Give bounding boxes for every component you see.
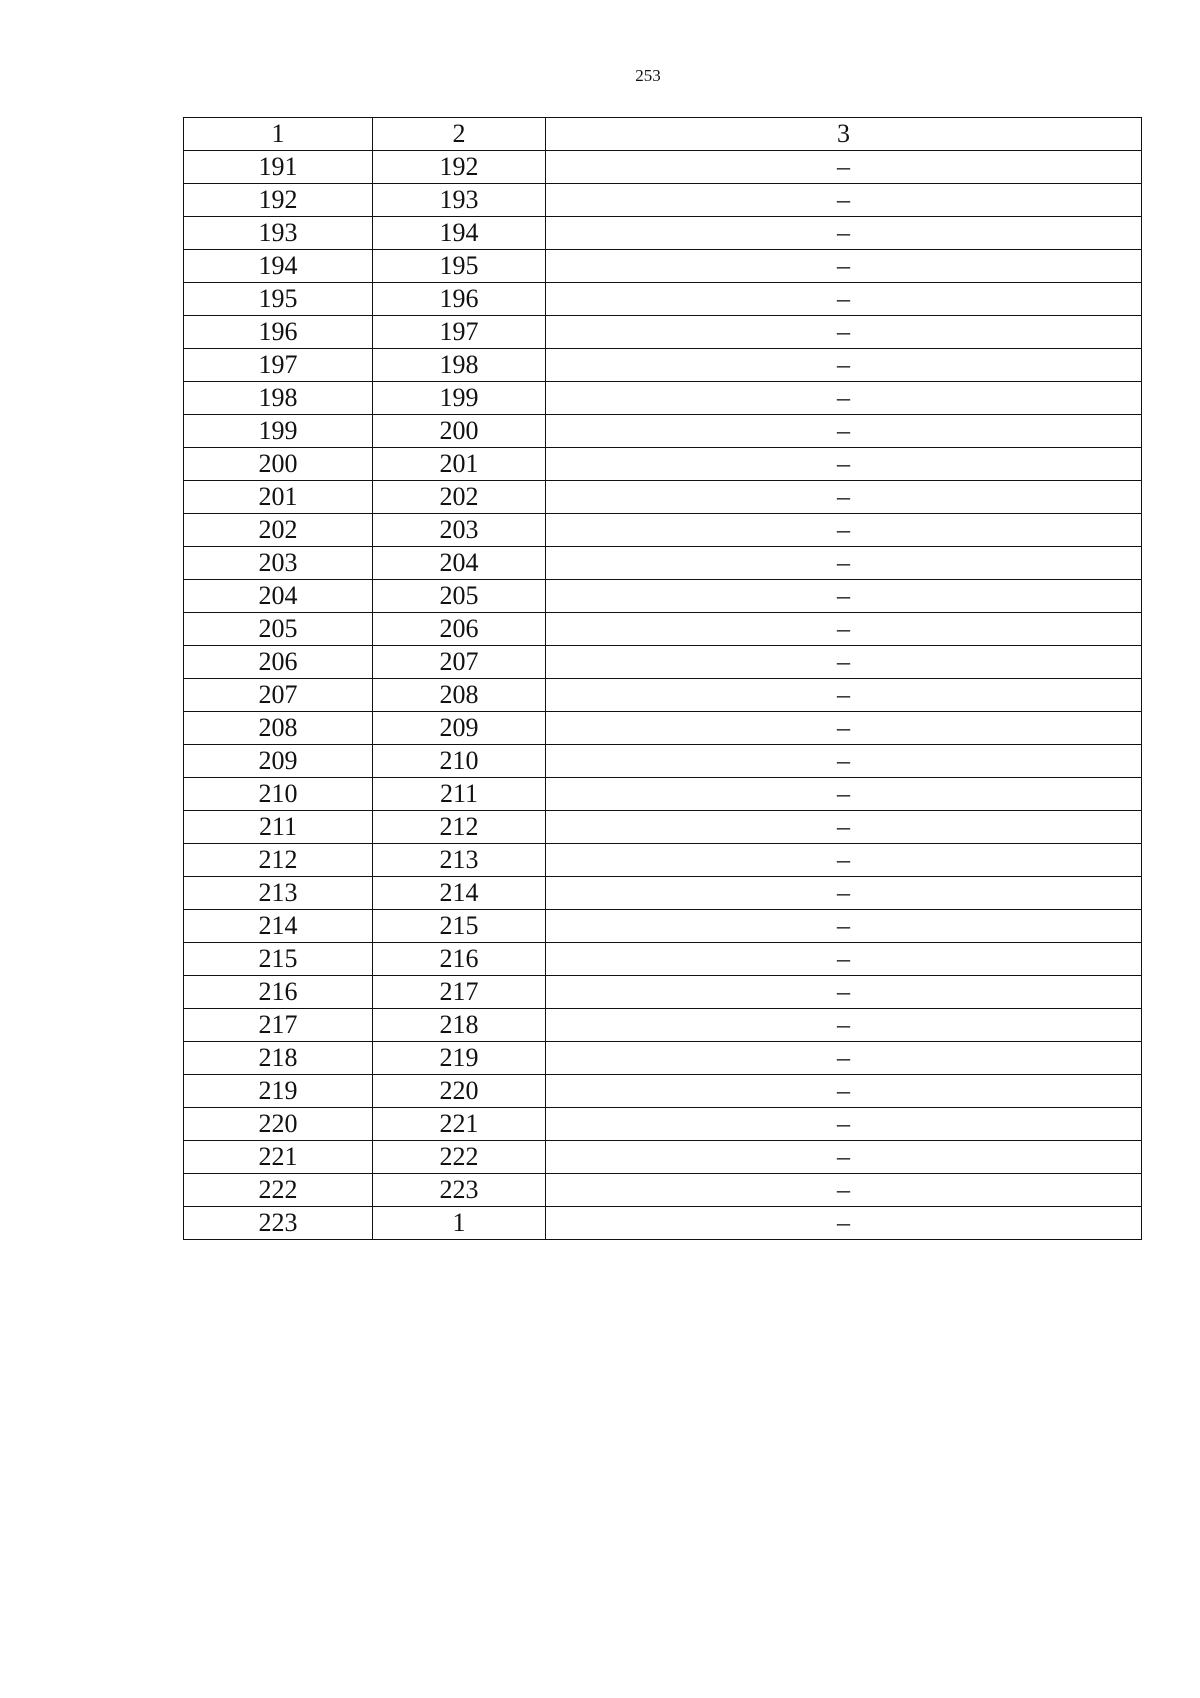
table-cell-col-1: 202 [184,514,373,547]
table-cell-col-3: – [546,679,1142,712]
table-row [184,679,1142,712]
table-cell-col-3: – [546,646,1142,679]
table-cell-col-1: 222 [184,1174,373,1207]
table-cell-col-2: 195 [373,250,546,283]
column-header-2: 2 [373,118,546,151]
table-row [184,844,1142,877]
table-row [184,646,1142,679]
table-cell-col-1: 219 [184,1075,373,1108]
table-cell-col-1: 207 [184,679,373,712]
table-row [184,910,1142,943]
table-cell-col-1: 203 [184,547,373,580]
table-cell-col-3: – [546,1207,1142,1240]
table-cell-col-3: – [546,1042,1142,1075]
table-cell-col-2: 205 [373,580,546,613]
table-row [184,1009,1142,1042]
table-row [184,943,1142,976]
table-cell-col-1: 208 [184,712,373,745]
table-cell-col-1: 198 [184,382,373,415]
table-cell-col-3: – [546,976,1142,1009]
table-cell-col-1: 204 [184,580,373,613]
table-row [184,184,1142,217]
table-cell-col-2: 214 [373,877,546,910]
table-cell-col-1: 214 [184,910,373,943]
table-cell-col-3: – [546,811,1142,844]
table-cell-col-2: 192 [373,151,546,184]
table-cell-col-3: – [546,349,1142,382]
table-row [184,1108,1142,1141]
table-cell-col-3: – [546,613,1142,646]
table-cell-col-3: – [546,910,1142,943]
table-cell-col-3: – [546,316,1142,349]
table-cell-col-2: 213 [373,844,546,877]
table-row [184,712,1142,745]
table-cell-col-1: 210 [184,778,373,811]
table-cell-col-3: – [546,745,1142,778]
table-row [184,415,1142,448]
table-cell-col-3: – [546,844,1142,877]
table-cell-col-2: 221 [373,1108,546,1141]
table-cell-col-2: 212 [373,811,546,844]
table-cell-col-2: 217 [373,976,546,1009]
table-cell-col-3: – [546,382,1142,415]
table-row [184,217,1142,250]
table-cell-col-2: 1 [373,1207,546,1240]
table-cell-col-3: – [546,448,1142,481]
table-row [184,382,1142,415]
table-cell-col-1: 206 [184,646,373,679]
table-cell-col-1: 211 [184,811,373,844]
table-row [184,1141,1142,1174]
table-cell-col-2: 218 [373,1009,546,1042]
table-cell-col-2: 210 [373,745,546,778]
table-cell-col-2: 200 [373,415,546,448]
table-cell-col-2: 193 [373,184,546,217]
table-cell-col-3: – [546,481,1142,514]
table-cell-col-2: 209 [373,712,546,745]
table-cell-col-3: – [546,250,1142,283]
table-cell-col-1: 220 [184,1108,373,1141]
table-cell-col-2: 215 [373,910,546,943]
table-cell-col-3: – [546,1174,1142,1207]
table-cell-col-2: 220 [373,1075,546,1108]
table-cell-col-2: 197 [373,316,546,349]
table-cell-col-1: 215 [184,943,373,976]
table-cell-col-1: 199 [184,415,373,448]
table-row [184,349,1142,382]
table-cell-col-3: – [546,1141,1142,1174]
table-cell-col-3: – [546,415,1142,448]
table-cell-col-3: – [546,184,1142,217]
table-cell-col-1: 197 [184,349,373,382]
table-cell-col-2: 206 [373,613,546,646]
table-cell-col-1: 212 [184,844,373,877]
table-row [184,547,1142,580]
table-cell-col-1: 196 [184,316,373,349]
table-cell-col-2: 203 [373,514,546,547]
table-cell-col-1: 216 [184,976,373,1009]
table-row [184,1042,1142,1075]
table-row [184,1075,1142,1108]
table-row [184,613,1142,646]
column-header-1: 1 [184,118,373,151]
table-cell-col-1: 209 [184,745,373,778]
table-cell-col-1: 195 [184,283,373,316]
table-cell-col-1: 217 [184,1009,373,1042]
table-cell-col-2: 201 [373,448,546,481]
table-row [184,250,1142,283]
table-cell-col-1: 193 [184,217,373,250]
table-cell-col-3: – [546,778,1142,811]
table-cell-col-1: 191 [184,151,373,184]
table-row [184,448,1142,481]
table-cell-col-2: 208 [373,679,546,712]
table-cell-col-3: – [546,1009,1142,1042]
table-cell-col-3: – [546,547,1142,580]
table-cell-col-3: – [546,283,1142,316]
table-cell-col-3: – [546,580,1142,613]
table-row [184,283,1142,316]
table-cell-col-2: 207 [373,646,546,679]
table-cell-col-1: 218 [184,1042,373,1075]
table-row [184,481,1142,514]
table-cell-col-2: 202 [373,481,546,514]
table-header [184,118,1142,151]
table-body [184,151,1142,1240]
table-cell-col-2: 219 [373,1042,546,1075]
table-cell-col-1: 223 [184,1207,373,1240]
table-cell-col-2: 199 [373,382,546,415]
page-number: 253 [635,66,661,85]
table-cell-col-3: – [546,151,1142,184]
table-cell-col-3: – [546,1108,1142,1141]
table-cell-col-1: 201 [184,481,373,514]
table-row [184,811,1142,844]
table-row [184,877,1142,910]
table-cell-col-2: 194 [373,217,546,250]
table-header-row [184,118,1142,151]
table-row [184,316,1142,349]
table-cell-col-3: – [546,712,1142,745]
data-table [183,117,1142,1240]
table-cell-col-3: – [546,943,1142,976]
table-cell-col-3: – [546,514,1142,547]
table-cell-col-2: 211 [373,778,546,811]
table-cell-col-2: 198 [373,349,546,382]
table-cell-col-3: – [546,877,1142,910]
table-row [184,1174,1142,1207]
table-cell-col-1: 205 [184,613,373,646]
table-cell-col-3: – [546,1075,1142,1108]
table-row [184,580,1142,613]
table-row [184,778,1142,811]
table-row [184,1207,1142,1240]
table-row [184,976,1142,1009]
table-cell-col-1: 213 [184,877,373,910]
table-cell-col-1: 194 [184,250,373,283]
table-cell-col-2: 216 [373,943,546,976]
table-row [184,514,1142,547]
table-cell-col-1: 221 [184,1141,373,1174]
table-cell-col-2: 204 [373,547,546,580]
table-cell-col-1: 192 [184,184,373,217]
table-cell-col-2: 223 [373,1174,546,1207]
table-row [184,745,1142,778]
table-cell-col-3: – [546,217,1142,250]
table-row [184,151,1142,184]
column-header-3: 3 [546,118,1142,151]
table-cell-col-2: 196 [373,283,546,316]
table-cell-col-2: 222 [373,1141,546,1174]
table-cell-col-1: 200 [184,448,373,481]
